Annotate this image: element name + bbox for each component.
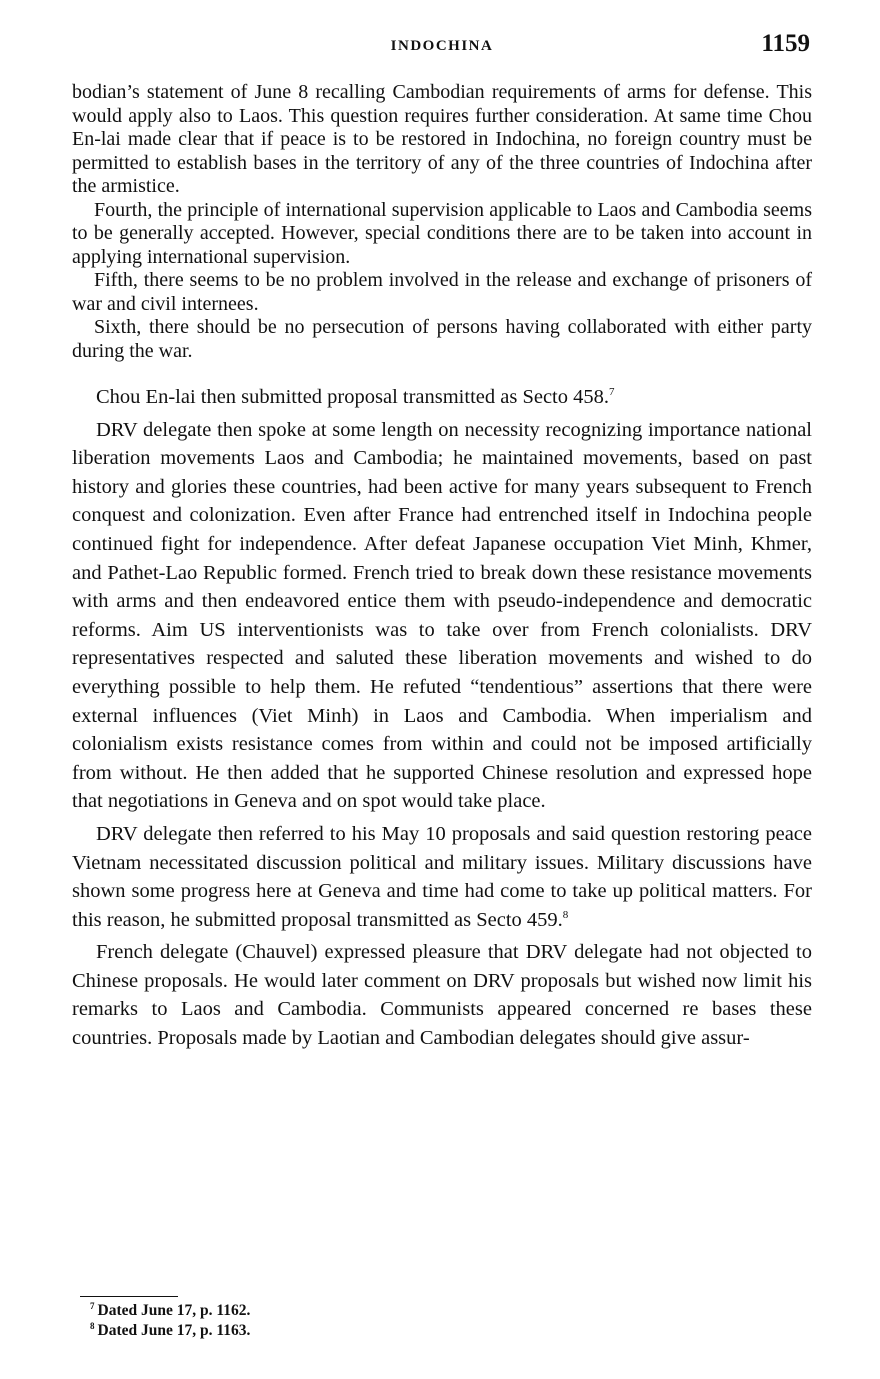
footnote-ref: 7 — [609, 386, 615, 399]
telegram-body — [72, 383, 812, 1053]
paragraph-text: DRV delegate then referred to his May 10 proposals and said question restoring peace Vietnam necessitated discussion political and military issues. Military discussions have shown some progress here at Geneva and time had come to take up political matters. For this reason, he submitted proposal transmitted as Secto 459. — [72, 822, 812, 931]
paragraph-french-delegate: French delegate (Chauvel) expressed pleasure that DRV delegate had not objected to Chinese proposals. He would later comment on DRV proposals but wished now limit his remarks to Laos and Cambodia. Communists appeared concerned re bases these countries. Proposals made by Laotian and Cambodian delegates should give assur- — [72, 941, 812, 1050]
footnote-ref: 8 — [562, 908, 569, 921]
footnote-mark: 7 — [90, 1300, 95, 1311]
footnote-text: Dated June 17, p. 1162. — [97, 1302, 251, 1319]
page-number: 1159 — [761, 30, 810, 57]
running-title: INDOCHINA — [390, 38, 494, 54]
continued-memo-block — [72, 81, 812, 363]
paragraph-chou-proposal — [72, 383, 812, 412]
paragraph-drv-proposals — [72, 820, 812, 934]
paragraph-continued: bodian’s statement of June 8 recalling Cambodian requirements of arms for defense. This would apply also to Laos. This question requires further consideration. At same time Chou En-lai made clear that if peace is to be restored in Indochina, no foreign country must be permitted to establish bases in the territory of any of the three countries of Indochina after the armistice. — [72, 81, 812, 197]
footnote-item — [90, 1301, 250, 1321]
paragraph-sixth: Sixth, there should be no persecution of persons having collaborated with either party during the war. — [72, 316, 812, 362]
footnote-item — [90, 1321, 250, 1341]
footnotes — [90, 1301, 250, 1341]
running-head — [72, 30, 812, 64]
footnote-divider — [80, 1296, 178, 1297]
footnote-mark: 8 — [90, 1320, 95, 1331]
paragraph-fifth: Fifth, there seems to be no problem involved in the release and exchange of prisoners of war and civil internees. — [72, 269, 812, 315]
paragraph-text: Chou En-lai then submitted proposal transmitted as Secto 458. — [96, 386, 609, 408]
paragraph-fourth: Fourth, the principle of international supervision applicable to Laos and Cambodia seems to be generally accepted. However, special conditions there are to be taken into account in applying international supervision. — [72, 198, 812, 268]
footnote-text: Dated June 17, p. 1163. — [97, 1322, 251, 1339]
document-page — [72, 30, 812, 1057]
paragraph-drv-speech: DRV delegate then spoke at some length on necessity recognizing importance national liberation movements Laos and Cambodia; he maintained movements, based on past history and glories these countries, had been active for many years subsequent to French conquest and colonization. Even after France had entrenched itself in Indochina people continued fight for independence. After defeat Japanese occupation Viet Minh, Khmer, and Pathet-Lao Republic formed. French tried to break down these resistance movements with arms and then endeavored entice them with pseudo-independence and democratic reforms. Aim US interventionists was to take over from French colonialists. DRV representatives respected and saluted these liberation movements and wished to do everything possible to help them. He refuted “tendentious” assertions that there were external influences (Viet Minh) in Laos and Cambodia. When imperialism and colonialism exists resistance comes from within and could not be imposed artificially from without. He then added that he supported Chinese resolution and expressed hope that negotiations in Geneva and on spot would take place. — [72, 418, 812, 813]
